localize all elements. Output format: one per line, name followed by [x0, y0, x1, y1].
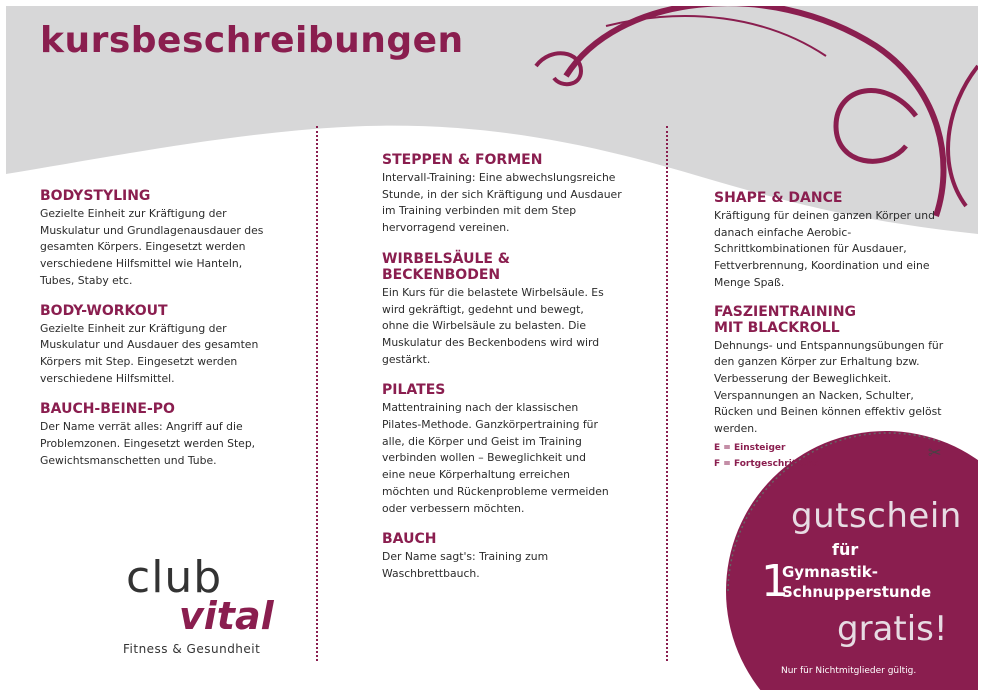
flyer-page: [6, 6, 978, 690]
course-heading: BODYSTYLING: [40, 188, 151, 204]
voucher-note: Nur für Nichtmitglieder gültig.: [781, 666, 917, 676]
column-separator-right: [666, 126, 668, 661]
course-description: Gezielte Einheit zur Kräftigung der Muskulatur und Ausdauer des gesamten Körpers mit Step. Eingesetzt werden verschiedene Hilfsmittel.: [40, 321, 259, 385]
course-description: Kräftigung für deinen ganzen Körper und danach einfache Aerobic-Schrittkombinationen für Ausdauer, Fettverbrennung, Koordination und eine Menge Spaß.: [714, 209, 935, 289]
course-bauch: [382, 531, 622, 582]
course-wirbelsaeule-beckenboden: [382, 251, 622, 369]
logo-tagline: Fitness & Gesundheit: [123, 642, 261, 656]
course-description: Ein Kurs für die belastete Wirbelsäule. Es wird gekräftigt, gedehnt und bewegt, ohne die Wirbelsäule zu belasten. Die Muskulatur des Beckenbodens wird wird gestärkt.: [382, 285, 604, 366]
course-heading: BAUCH: [382, 531, 437, 548]
course-description: Intervall-Training: Eine abwechslungsreiche Stunde, in der sich Kräftigung und Ausdauer im Training verbinden mit dem Step hervorragend vereinen.: [382, 171, 622, 235]
course-heading: BODY-WORKOUT: [40, 302, 168, 319]
voucher-gratis: gratis!: [837, 609, 948, 649]
course-faszientraining: [714, 304, 954, 438]
course-column-1: [40, 188, 270, 469]
voucher-title: gutschein: [791, 496, 962, 536]
legend-fortgeschrittene: F = Fortgeschrittene: [714, 458, 820, 469]
course-heading: STEPPEN & FORMEN: [382, 152, 543, 168]
legend-einsteiger: E = Einsteiger: [714, 442, 786, 453]
course-column-3: [714, 190, 954, 472]
logo-club: club: [126, 552, 223, 603]
course-description: Mattentraining nach der klassischen Pilates-Methode. Ganzkörpertraining für alle, die Körper und Geist im Training verbinden wollen – Beweglichkeit und eine neue Körperhaltung erreichen möchten und Rückenprobleme vermeiden oder verbessern möchten.: [382, 401, 609, 515]
course-heading: WIRBELSÄULE & BECKENBODEN: [382, 250, 511, 283]
voucher-line-1: Gymnastik-: [782, 563, 878, 581]
course-body-workout: [40, 303, 270, 388]
course-description: Gezielte Einheit zur Kräftigung der Muskulatur und Grundlagenausdauer des gesamten Körpers. Eingesetzt werden verschiedene Hilfsmittel wie Hanteln, Tubes, Staby etc.: [40, 207, 264, 287]
course-heading: PILATES: [382, 382, 446, 399]
course-shape-dance: [714, 190, 954, 292]
voucher-fuer: für: [832, 540, 859, 559]
voucher-offer: [782, 562, 931, 602]
course-bauch-beine-po: [40, 401, 270, 469]
course-heading: SHAPE & DANCE: [714, 190, 843, 206]
level-legend: [714, 440, 954, 472]
page-title: kursbeschreibungen: [40, 20, 464, 61]
scissors-icon: ✂: [928, 443, 942, 462]
course-column-2: [382, 152, 622, 583]
logo-vital: vital: [179, 594, 274, 638]
course-heading: BAUCH-BEINE-PO: [40, 401, 175, 418]
course-description: Dehnungs- und Entspannungsübungen für den ganzen Körper zur Erhaltung bzw. Verbesserung der Beweglichkeit. Verspannungen an Nacken, Schulter, Rücken und Beinen können effektiv gelöst werden.: [714, 338, 944, 436]
course-bodystyling: [40, 188, 270, 290]
course-pilates: [382, 382, 622, 517]
voucher-line-2: Schnupperstunde: [782, 583, 932, 601]
column-separator-left: [316, 126, 318, 661]
course-description: Der Name sagt's: Training zum Waschbrettbauch.: [382, 550, 549, 580]
voucher-number: 1: [761, 556, 789, 607]
course-description: Der Name verrät alles: Angriff auf die Problemzonen. Eingesetzt werden Step, Gewichtsmanschetten und Tube.: [40, 420, 256, 467]
course-steppen-formen: [382, 152, 622, 237]
course-heading: FASZIENTRAINING MIT BLACKROLL: [714, 303, 857, 336]
